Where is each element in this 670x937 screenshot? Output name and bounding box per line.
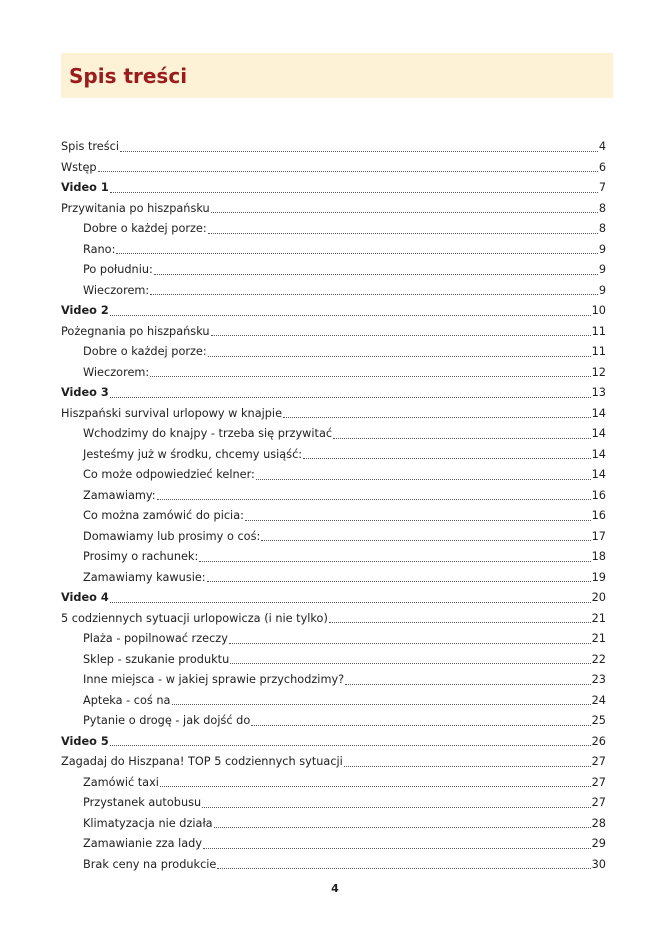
toc-entry-label: Video 3 — [61, 386, 109, 399]
dot-leader — [214, 826, 591, 828]
toc-entry-page: 27 — [591, 775, 606, 789]
toc-entry-label: Przystanek autobusu — [83, 796, 202, 809]
toc-entry-label: Plaża - popilnować rzeczy — [83, 632, 228, 645]
toc-entry-page: 8 — [598, 222, 606, 235]
toc-entry-page: 30 — [591, 857, 606, 871]
toc-entry[interactable] — [61, 691, 606, 712]
toc-entry-page: 11 — [591, 324, 606, 338]
toc-entry-page: 11 — [591, 345, 606, 358]
toc-entry-label: Sklep - szukanie produktu — [83, 652, 230, 666]
toc-entry[interactable] — [61, 568, 606, 589]
dot-leader — [230, 662, 590, 664]
toc-entry[interactable] — [61, 506, 606, 527]
toc-entry[interactable] — [61, 383, 606, 404]
dot-leader — [110, 744, 591, 746]
toc-entry-label: Co może odpowiedzieć kelner: — [83, 468, 255, 481]
toc-entry-label: Wchodzimy do knajpy - trzeba się przywitać — [83, 427, 333, 440]
dot-leader — [283, 416, 591, 418]
dot-leader — [217, 867, 590, 869]
toc-entry[interactable] — [61, 527, 606, 548]
dot-leader — [251, 724, 590, 726]
toc-entry-page: 19 — [591, 570, 606, 584]
dot-leader — [208, 355, 591, 357]
toc-entry-page: 9 — [598, 263, 606, 276]
toc-entry-page: 7 — [598, 181, 606, 194]
toc-entry[interactable] — [61, 240, 606, 261]
toc-entry-label: Pożegnania po hiszpańsku — [61, 324, 210, 338]
toc-entry[interactable] — [61, 342, 606, 363]
toc-entry-label: Zamówić taxi — [83, 775, 159, 789]
toc-entry-label: Zagadaj do Hiszpana! TOP 5 codziennych sytuacji — [61, 755, 343, 768]
toc-entry-label: Apteka - coś na — [83, 693, 171, 707]
toc-entry-label: Klimatyzacja nie działa — [83, 816, 213, 830]
toc-entry-label: Inne miejsca - w jakiej sprawie przychodzimy? — [83, 673, 345, 686]
dot-leader — [199, 560, 590, 562]
toc-entry-label: Domawiamy lub prosimy o coś: — [83, 529, 261, 543]
toc-entry-page: 22 — [591, 652, 606, 666]
toc-entry-page: 21 — [591, 632, 606, 645]
toc-entry[interactable] — [61, 158, 606, 179]
toc-entry[interactable] — [61, 445, 606, 466]
toc-entry[interactable] — [61, 650, 606, 671]
toc-entry-page: 20 — [591, 591, 606, 604]
toc-entry-label: Brak ceny na produkcie — [83, 857, 217, 871]
toc-entry[interactable] — [61, 465, 606, 486]
toc-entry-page: 12 — [591, 365, 606, 379]
toc-entry[interactable] — [61, 363, 606, 384]
toc-entry[interactable] — [61, 260, 606, 281]
dot-leader — [150, 293, 598, 295]
toc-entry-label: Dobre o każdej porze: — [83, 222, 207, 235]
dot-leader — [116, 252, 597, 254]
toc-entry[interactable] — [61, 732, 606, 753]
toc-entry-page: 14 — [591, 468, 606, 481]
toc-entry-page: 27 — [591, 796, 606, 809]
toc-entry[interactable] — [61, 814, 606, 835]
toc-entry-page: 26 — [591, 734, 606, 748]
toc-entry-label: Video 4 — [61, 591, 109, 604]
dot-leader — [172, 703, 591, 705]
toc-entry-page: 25 — [591, 714, 606, 727]
toc-entry-page: 27 — [591, 755, 606, 768]
toc-entry-page: 29 — [591, 837, 606, 850]
toc-entry-page: 9 — [598, 283, 606, 297]
dot-leader — [329, 621, 591, 623]
toc-entry-label: Po południu: — [83, 263, 153, 276]
toc-entry-label: Jesteśmy już w środku, chcemy usiąść: — [83, 447, 303, 461]
toc-entry[interactable] — [61, 424, 606, 445]
toc-entry-page: 14 — [591, 406, 606, 420]
toc-entry[interactable] — [61, 752, 606, 773]
toc-entry-label: Co można zamówić do picia: — [83, 509, 244, 522]
toc-entry-page: 6 — [598, 160, 606, 174]
toc-entry-page: 10 — [591, 304, 606, 317]
toc-entry-page: 24 — [591, 693, 606, 707]
dot-leader — [344, 765, 591, 767]
toc-entry-label: Wstęp — [61, 160, 97, 174]
toc-entry-label: Prosimy o rachunek: — [83, 550, 199, 563]
page-number: 4 — [331, 882, 339, 895]
dot-leader — [207, 580, 591, 582]
title-banner — [61, 53, 613, 98]
dot-leader — [120, 150, 598, 152]
toc-entry[interactable] — [61, 301, 606, 322]
toc-entry-page: 18 — [591, 550, 606, 563]
toc-entry[interactable] — [61, 322, 606, 343]
dot-leader — [110, 601, 591, 603]
dot-leader — [110, 396, 591, 398]
toc-entry-page: 4 — [598, 140, 606, 153]
toc-entry-label: Pytanie o drogę - jak dojść do — [83, 714, 251, 727]
toc-entry[interactable] — [61, 547, 606, 568]
toc-entry-page: 16 — [591, 509, 606, 522]
dot-leader — [98, 170, 598, 172]
toc-entry[interactable] — [61, 629, 606, 650]
dot-leader — [208, 232, 598, 234]
toc-entry-label: Spis treści — [61, 140, 119, 153]
dot-leader — [256, 478, 591, 480]
toc-entry[interactable] — [61, 793, 606, 814]
toc-entry[interactable] — [61, 137, 606, 158]
toc-entry-label: Zamawianie zza lady — [83, 837, 203, 850]
toc-entry-page: 16 — [591, 488, 606, 502]
dot-leader — [203, 847, 591, 849]
toc-entry[interactable] — [61, 711, 606, 732]
toc-entry[interactable] — [61, 281, 606, 302]
dot-leader — [211, 334, 591, 336]
dot-leader — [303, 457, 591, 459]
toc-entry-label: Video 5 — [61, 734, 109, 748]
toc-entry[interactable] — [61, 670, 606, 691]
table-of-contents — [61, 137, 606, 875]
dot-leader — [345, 683, 590, 685]
dot-leader — [245, 519, 591, 521]
toc-entry-page: 17 — [591, 529, 606, 543]
toc-entry-label: 5 codziennych sytuacji urlopowicza (i nie tylko) — [61, 611, 328, 625]
toc-entry[interactable] — [61, 609, 606, 630]
toc-entry-page: 14 — [591, 447, 606, 461]
toc-entry-page: 14 — [591, 427, 606, 440]
dot-leader — [229, 642, 591, 644]
toc-entry[interactable] — [61, 404, 606, 425]
toc-entry[interactable] — [61, 219, 606, 240]
toc-entry[interactable] — [61, 486, 606, 507]
toc-entry[interactable] — [61, 773, 606, 794]
toc-entry-label: Rano: — [83, 242, 116, 256]
dot-leader — [211, 211, 598, 213]
toc-entry-label: Zamawiamy: — [83, 488, 156, 502]
toc-entry[interactable] — [61, 834, 606, 855]
toc-entry-label: Zamawiamy kawusie: — [83, 570, 206, 584]
toc-entry[interactable] — [61, 199, 606, 220]
dot-leader — [110, 314, 591, 316]
page-title: Spis treści — [69, 63, 188, 88]
toc-entry-label: Wieczorem: — [83, 365, 150, 379]
dot-leader — [154, 273, 598, 275]
toc-entry[interactable] — [61, 855, 606, 876]
dot-leader — [160, 785, 591, 787]
dot-leader — [202, 806, 590, 808]
toc-entry-label: Wieczorem: — [83, 283, 150, 297]
dot-leader — [150, 375, 590, 377]
toc-entry-label: Przywitania po hiszpańsku — [61, 201, 210, 215]
toc-entry-label: Dobre o każdej porze: — [83, 345, 207, 358]
toc-entry-page: 21 — [591, 611, 606, 625]
dot-leader — [261, 539, 590, 541]
toc-entry-page: 8 — [598, 201, 606, 215]
dot-leader — [333, 437, 591, 439]
toc-entry-page: 13 — [591, 386, 606, 399]
toc-entry-label: Video 1 — [61, 181, 109, 194]
toc-entry-page: 23 — [591, 673, 606, 686]
toc-entry-page: 28 — [591, 816, 606, 830]
toc-entry[interactable] — [61, 588, 606, 609]
toc-entry[interactable] — [61, 178, 606, 199]
toc-entry-label: Hiszpański survival urlopowy w knajpie — [61, 406, 283, 420]
dot-leader — [110, 191, 598, 193]
toc-entry-label: Video 2 — [61, 304, 109, 317]
toc-entry-page: 9 — [598, 242, 606, 256]
dot-leader — [157, 498, 591, 500]
